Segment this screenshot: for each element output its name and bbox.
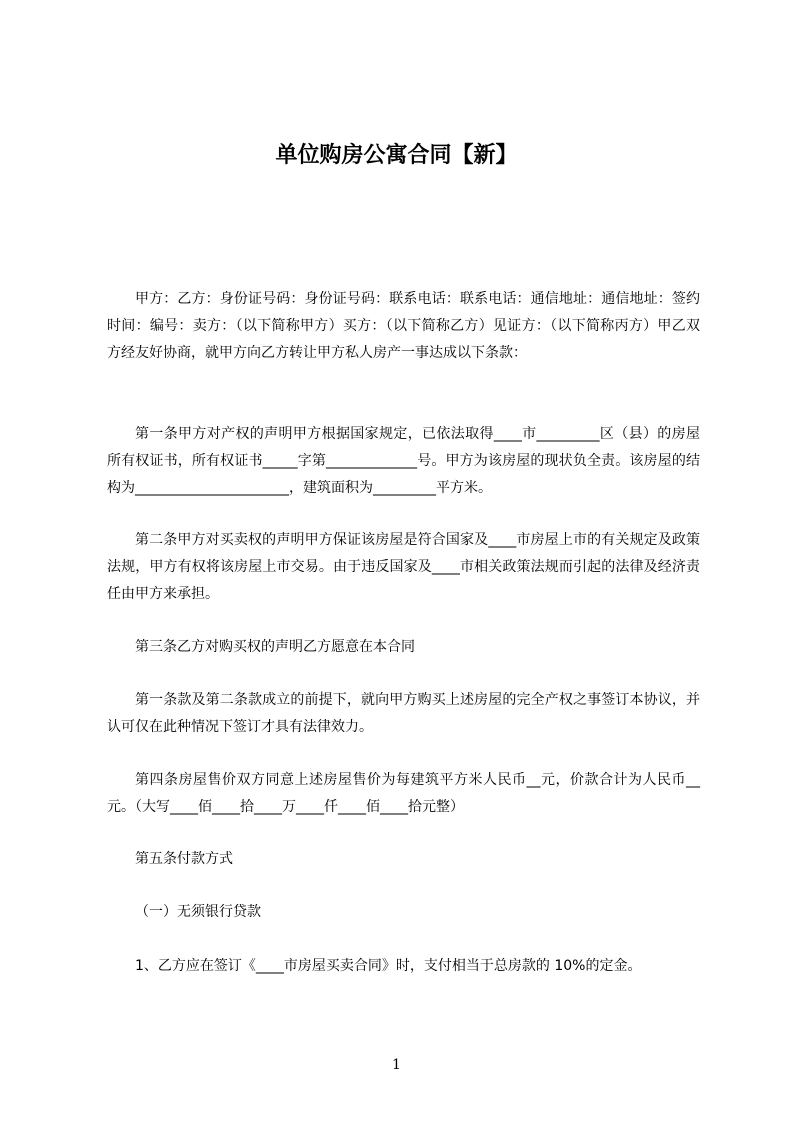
- document-title: 单位购房公寓合同【新】: [275, 143, 518, 168]
- paragraph-article-5: 第五条付款方式: [135, 851, 233, 867]
- paragraph-parties: 甲方：乙方：身份证号码：身份证号码：联系电话：联系电话：通信地址：通信地址：签约时间：编号：卖方：（以下简称甲方）买方：（以下简称乙方）见证方：（以下简称丙方）甲乙双方经友好协商，就甲方向乙方转让甲方私人房产一事达成以下条款：: [107, 291, 700, 361]
- paragraph-deposit-clause: 1、乙方应在签订《____市房屋买卖合同》时，支付相当于总房款的 10%的定金。: [135, 958, 642, 974]
- paragraph-no-bank-loan: （一）无须银行贷款: [135, 904, 261, 920]
- paragraph-article-4: 第四条房屋售价双方同意上述房屋售价为每建筑平方米人民币__元，价款合计为人民币__元。（大写____佰____拾____万____仟____佰____拾元整）: [107, 772, 700, 815]
- paragraph-article-2: 第二条甲方对买卖权的声明甲方保证该房屋是符合国家及____市房屋上市的有关规定及政策法规，甲方有权将该房屋上市交易。由于违反国家及____市相关政策法规而引起的法律及经济责任由甲方来承担。: [107, 532, 700, 602]
- paragraph-article-1: 第一条甲方对产权的声明甲方根据国家规定，已依法取得____市_________区（县）的房屋所有权证书，所有权证书_____字第_____________号。甲方为该房屋的现状负全责。该房屋的结构为______________________，建筑面积为_________平方米。: [107, 426, 700, 496]
- paragraph-article-3: 第三条乙方对购买权的声明乙方愿意在本合同: [135, 639, 415, 655]
- paragraph-article-3-continued: 第一条款及第二条款成立的前提下，就向甲方购买上述房屋的完全产权之事签订本协议，并认可仅在此种情况下签订才具有法律效力。: [107, 692, 700, 735]
- page-number: 1: [392, 1057, 401, 1073]
